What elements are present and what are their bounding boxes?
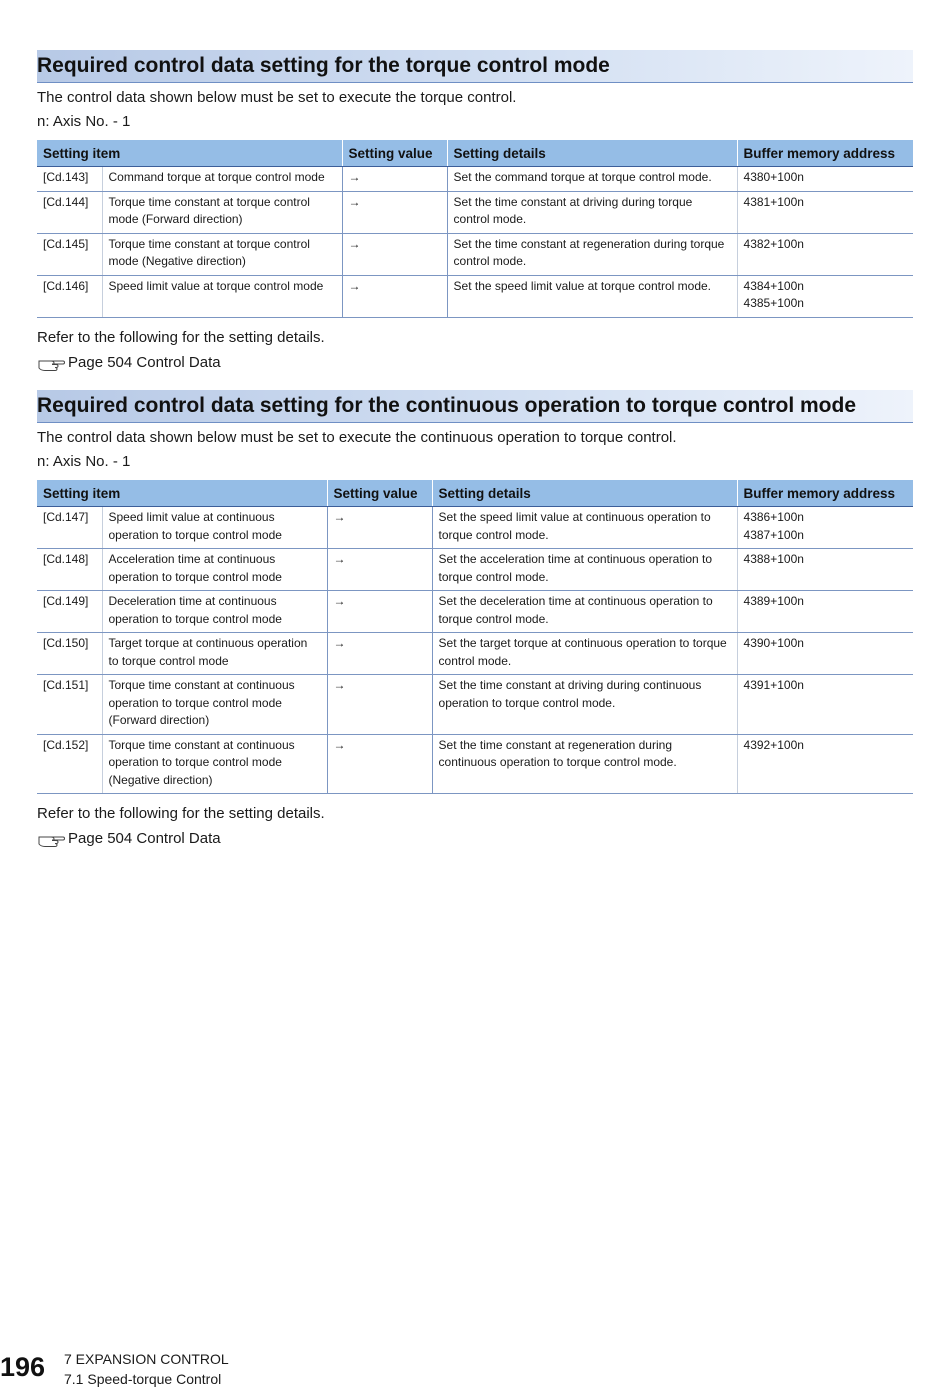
setting-code: [Cd.149] bbox=[37, 591, 102, 633]
table-row bbox=[37, 633, 913, 675]
section-torque-control bbox=[37, 50, 913, 373]
page-reference-link[interactable] bbox=[37, 829, 913, 849]
setting-value: → bbox=[342, 233, 447, 275]
setting-item-name: Torque time constant at torque control mode (Negative direction) bbox=[102, 233, 342, 275]
table-header-row bbox=[37, 140, 913, 167]
setting-item-name: Torque time constant at torque control mode (Forward direction) bbox=[102, 191, 342, 233]
header-buffer-address: Buffer memory address bbox=[737, 140, 913, 167]
setting-item-name: Torque time constant at continuous operation to torque control mode (Negative direction) bbox=[102, 734, 327, 794]
header-setting-details: Setting details bbox=[432, 480, 737, 507]
table-row bbox=[37, 675, 913, 735]
header-setting-details: Setting details bbox=[447, 140, 737, 167]
setting-details: Set the target torque at continuous operation to torque control mode. bbox=[432, 633, 737, 675]
setting-code: [Cd.145] bbox=[37, 233, 102, 275]
setting-code: [Cd.152] bbox=[37, 734, 102, 794]
page-number: 196 bbox=[0, 1352, 46, 1382]
table-row bbox=[37, 734, 913, 794]
link-label[interactable]: Page 504 Control Data bbox=[68, 353, 221, 371]
intro-text: The control data shown below must be set to execute the continuous operation to torque control. bbox=[37, 429, 677, 446]
setting-code: [Cd.147] bbox=[37, 507, 102, 549]
table-header-row bbox=[37, 480, 913, 507]
buffer-address: 4388+100n bbox=[737, 549, 913, 591]
setting-details: Set the command torque at torque control mode. bbox=[447, 167, 737, 192]
setting-details: Set the deceleration time at continuous operation to torque control mode. bbox=[432, 591, 737, 633]
setting-value: → bbox=[327, 633, 432, 675]
table-row bbox=[37, 233, 913, 275]
footer-section: 7.1 Speed-torque Control bbox=[64, 1371, 222, 1387]
setting-value: → bbox=[342, 275, 447, 317]
link-label[interactable]: Page 504 Control Data bbox=[68, 830, 221, 847]
setting-item-name: Acceleration time at continuous operation to torque control mode bbox=[102, 549, 327, 591]
axis-note: n: Axis No. - 1 bbox=[37, 453, 131, 470]
buffer-address: 4391+100n bbox=[737, 675, 913, 735]
intro-text: The control data shown below must be set to execute the torque control. bbox=[37, 89, 517, 106]
setting-item-name: Target torque at continuous operation to torque control mode bbox=[102, 633, 327, 675]
page-reference-link[interactable] bbox=[37, 353, 913, 373]
setting-details: Set the time constant at driving during continuous operation to torque control mode. bbox=[432, 675, 737, 735]
setting-code: [Cd.146] bbox=[37, 275, 102, 317]
buffer-address: 4384+100n 4385+100n bbox=[737, 275, 913, 317]
setting-code: [Cd.148] bbox=[37, 549, 102, 591]
section-continuous-operation bbox=[37, 390, 913, 849]
header-setting-item: Setting item bbox=[37, 140, 342, 167]
setting-code: [Cd.144] bbox=[37, 191, 102, 233]
setting-value: → bbox=[327, 591, 432, 633]
buffer-address: 4386+100n 4387+100n bbox=[737, 507, 913, 549]
setting-details: Set the speed limit value at torque control mode. bbox=[447, 275, 737, 317]
setting-value: → bbox=[327, 507, 432, 549]
setting-value: → bbox=[327, 734, 432, 794]
buffer-address: 4389+100n bbox=[737, 591, 913, 633]
table-row bbox=[37, 549, 913, 591]
table-row bbox=[37, 591, 913, 633]
buffer-address: 4392+100n bbox=[737, 734, 913, 794]
setting-item-name: Command torque at torque control mode bbox=[102, 167, 342, 192]
table-row bbox=[37, 507, 913, 549]
table-row bbox=[37, 167, 913, 192]
buffer-address: 4382+100n bbox=[737, 233, 913, 275]
setting-value: → bbox=[327, 675, 432, 735]
setting-item-name: Speed limit value at torque control mode bbox=[102, 275, 342, 317]
setting-item-name: Torque time constant at continuous operation to torque control mode (Forward direction) bbox=[102, 675, 327, 735]
setting-code: [Cd.151] bbox=[37, 675, 102, 735]
setting-value: → bbox=[342, 191, 447, 233]
setting-details: Set the acceleration time at continuous operation to torque control mode. bbox=[432, 549, 737, 591]
setting-code: [Cd.143] bbox=[37, 167, 102, 192]
buffer-address: 4380+100n bbox=[737, 167, 913, 192]
setting-code: [Cd.150] bbox=[37, 633, 102, 675]
footer-chapter: 7 EXPANSION CONTROL bbox=[64, 1351, 229, 1367]
table-row bbox=[37, 275, 913, 317]
section-title: Required control data setting for the torque control mode bbox=[37, 50, 913, 83]
header-setting-value: Setting value bbox=[342, 140, 447, 167]
setting-value: → bbox=[327, 549, 432, 591]
setting-details: Set the time constant at driving during torque control mode. bbox=[447, 191, 737, 233]
axis-note: n: Axis No. - 1 bbox=[37, 113, 131, 130]
buffer-address: 4381+100n bbox=[737, 191, 913, 233]
section-title: Required control data setting for the continuous operation to torque control mode bbox=[37, 390, 913, 423]
pointing-hand-icon bbox=[37, 831, 65, 847]
table-row bbox=[37, 191, 913, 233]
setting-item-name: Deceleration time at continuous operation to torque control mode bbox=[102, 591, 327, 633]
refer-text: Refer to the following for the setting details. bbox=[37, 805, 325, 822]
control-data-table bbox=[37, 480, 913, 794]
setting-value: → bbox=[342, 167, 447, 192]
setting-details: Set the time constant at regeneration during continuous operation to torque control mode. bbox=[432, 734, 737, 794]
header-setting-value: Setting value bbox=[327, 480, 432, 507]
header-buffer-address: Buffer memory address bbox=[737, 480, 913, 507]
pointing-hand-icon bbox=[37, 355, 65, 371]
buffer-address: 4390+100n bbox=[737, 633, 913, 675]
page-footer bbox=[0, 1346, 400, 1388]
refer-text: Refer to the following for the setting details. bbox=[37, 328, 325, 346]
setting-details: Set the speed limit value at continuous operation to torque control mode. bbox=[432, 507, 737, 549]
header-setting-item: Setting item bbox=[37, 480, 327, 507]
control-data-table bbox=[37, 140, 913, 318]
setting-item-name: Speed limit value at continuous operation to torque control mode bbox=[102, 507, 327, 549]
setting-details: Set the time constant at regeneration during torque control mode. bbox=[447, 233, 737, 275]
